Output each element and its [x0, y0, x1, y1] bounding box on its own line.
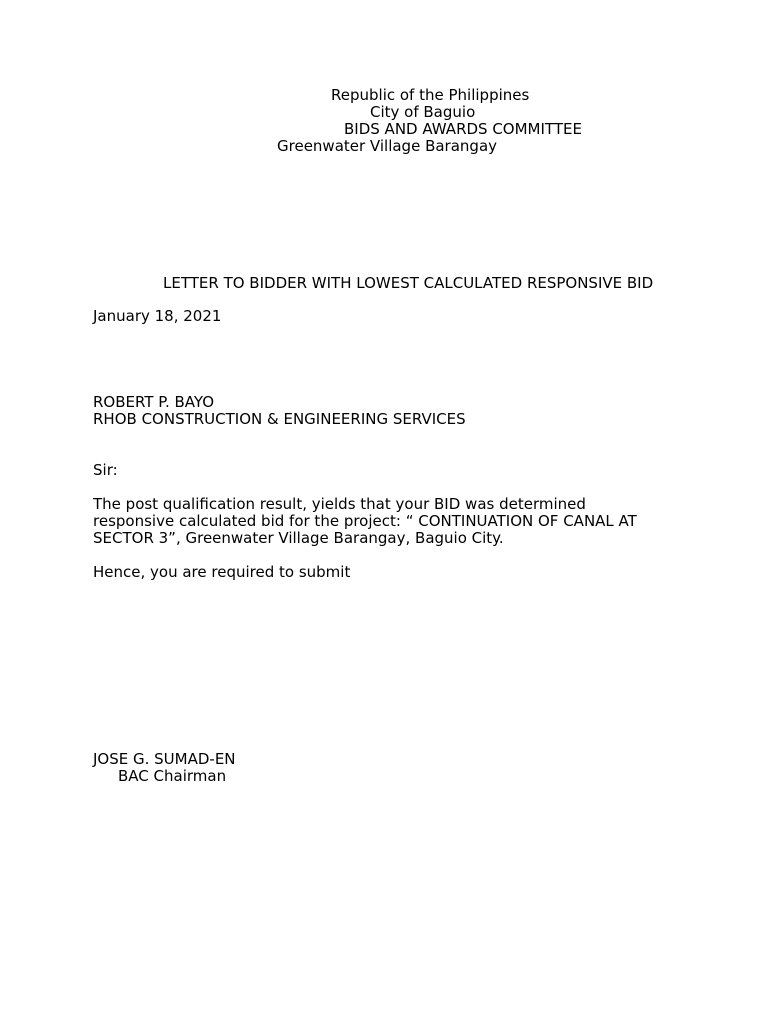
recipient-name: ROBERT P. BAYO — [93, 393, 215, 411]
letterhead-city: City of Baguio — [370, 103, 476, 121]
body-paragraph-2: Hence, you are required to submit — [93, 563, 351, 581]
letter-date: January 18, 2021 — [93, 307, 222, 325]
recipient-company: RHOB CONSTRUCTION & ENGINEERING SERVICES — [93, 410, 466, 428]
body-paragraph-line-2: responsive calculated bid for the project: “ CONTINUATION OF CANAL AT — [93, 512, 637, 530]
signatory-name: JOSE G. SUMAD-EN — [93, 750, 236, 768]
body-paragraph-line-3: SECTOR 3”, Greenwater Village Barangay, Baguio City. — [93, 529, 504, 547]
letterhead-committee: BIDS AND AWARDS COMMITTEE — [344, 120, 582, 138]
letterhead-republic: Republic of the Philippines — [331, 86, 530, 104]
body-paragraph-line-1: The post qualification result, yields that your BID was determined — [93, 495, 586, 513]
letterhead-barangay: Greenwater Village Barangay — [277, 137, 498, 155]
salutation: Sir: — [93, 461, 118, 479]
signatory-title: BAC Chairman — [118, 767, 227, 785]
letter-title: LETTER TO BIDDER WITH LOWEST CALCULATED RESPONSIVE BID — [163, 274, 654, 292]
